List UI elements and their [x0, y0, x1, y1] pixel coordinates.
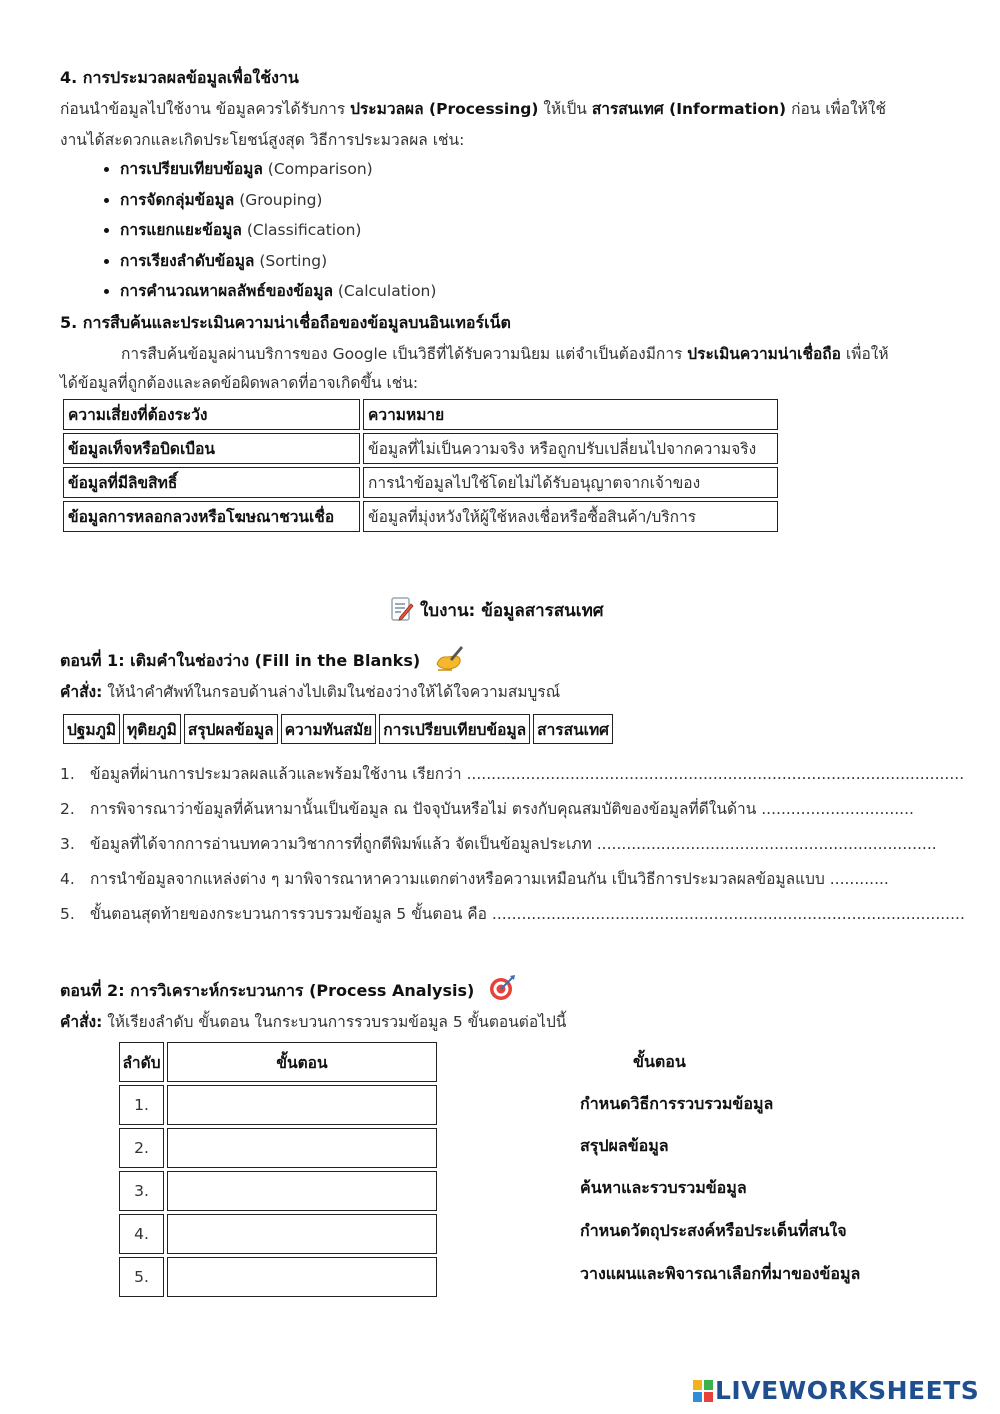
- text-run: การสืบค้นข้อมูลผ่านบริการของ Google เป็นวิธีที่ได้รับความนิยม แต่จำเป็นต้องมีการ: [121, 345, 688, 363]
- table-row: [63, 433, 778, 464]
- part-2-instruction: [60, 1009, 566, 1034]
- table-row: [119, 1214, 437, 1254]
- table-row: [119, 1128, 437, 1168]
- question-text: ขั้นตอนสุดท้ายของกระบวนการรวบรวมข้อมูล 5 ขั้นตอน คือ ................................................................................................: [90, 905, 965, 923]
- header-risk: ความเสี่ยงที่ต้องระวัง: [63, 399, 360, 430]
- credibility-term: ประเมินความน่าเชื่อถือ: [687, 345, 841, 363]
- section-4-paragraph-line-2: งานได้สะดวกและเกิดประโยชน์สูงสุด วิธีการประมวลผล เช่น:: [60, 131, 465, 149]
- word-bank-item: สารสนเทศ: [533, 714, 613, 744]
- step-option[interactable]: กำหนดวิธีการรวบรวมข้อมูล: [580, 1094, 774, 1113]
- liveworksheets-logo: [693, 1376, 979, 1405]
- method-english: (Comparison): [262, 160, 373, 178]
- meaning-cell: ข้อมูลที่มุ่งหวังให้ผู้ใช้หลงเชื่อหรือซื้อสินค้า/บริการ: [363, 501, 778, 532]
- list-item: [120, 217, 436, 248]
- step-option[interactable]: กำหนดวัตถุประสงค์หรือประเด็นที่สนใจ: [580, 1221, 847, 1240]
- writing-hand-icon: [434, 644, 464, 676]
- step-options-header: ขั้นตอน: [633, 1052, 686, 1071]
- section-5-paragraph-line-1: [121, 341, 889, 366]
- word-bank-item: ปฐมภูมิ: [63, 714, 120, 744]
- step-answer-cell[interactable]: [167, 1171, 437, 1211]
- question-1: [60, 761, 964, 786]
- section-4-title: 4. การประมวลผลข้อมูลเพื่อใช้งาน: [60, 68, 299, 87]
- header-meaning: ความหมาย: [363, 399, 778, 430]
- section-5-paragraph-line-2: ได้ข้อมูลที่ถูกต้องและลดข้อผิดพลาดที่อาจเกิดขึ้น เช่น:: [60, 374, 419, 392]
- target-icon: [488, 974, 516, 1006]
- meaning-cell: ข้อมูลที่ไม่เป็นความจริง หรือถูกปรับเปลี่ยนไปจากความจริง: [363, 433, 778, 464]
- instruction-text: ให้นำคำศัพท์ในกรอบด้านล่างไปเติมในช่องว่างให้ได้ใจความสมบูรณ์: [102, 683, 561, 701]
- list-item: [120, 248, 436, 279]
- information-term: สารสนเทศ (Information): [591, 100, 787, 118]
- risk-cell: ข้อมูลการหลอกลวงหรือโฆษณาชวนเชื่อ: [63, 501, 360, 532]
- word-bank-item: ความทันสมัย: [281, 714, 377, 744]
- instruction-label: คำสั่ง:: [60, 1013, 103, 1031]
- text-run: ให้เป็น: [538, 100, 592, 118]
- row-number: 4.: [119, 1214, 164, 1254]
- ordering-table: [116, 1039, 440, 1300]
- method-name: การคำนวณหาผลลัพธ์ของข้อมูล: [120, 282, 333, 300]
- step-option[interactable]: ค้นหาและรวบรวมข้อมูล: [580, 1178, 747, 1197]
- meaning-cell: การนำข้อมูลไปใช้โดยไม่ได้รับอนุญาตจากเจ้าของ: [363, 467, 778, 498]
- risk-table: [60, 396, 781, 535]
- word-bank-item: สรุปผลข้อมูล: [184, 714, 278, 744]
- section-5-title: 5. การสืบค้นและประเมินความน่าเชื่อถือของข้อมูลบนอินเทอร์เน็ต: [60, 313, 511, 332]
- part-1-title: ตอนที่ 1: เติมคำในช่องว่าง (Fill in the Blanks): [60, 651, 421, 670]
- step-option[interactable]: วางแผนและพิจารณาเลือกที่มาของข้อมูล: [580, 1264, 861, 1283]
- question-text: การนำข้อมูลจากแหล่งต่าง ๆ มาพิจารณาหาความแตกต่างหรือความเหมือนกัน เป็นวิธีการประมวลผลข้อมูลแบบ ............: [90, 870, 889, 888]
- step-option[interactable]: สรุปผลข้อมูล: [580, 1136, 669, 1155]
- method-english: (Calculation): [332, 282, 437, 300]
- step-answer-input[interactable]: [169, 1129, 439, 1167]
- processing-term: ประมวลผล (Processing): [350, 100, 539, 118]
- step-answer-cell[interactable]: [167, 1085, 437, 1125]
- part-2-title-row: [60, 974, 516, 1006]
- worksheet-title-row: [390, 596, 604, 627]
- question-number: 4.: [60, 870, 75, 888]
- row-number: 2.: [119, 1128, 164, 1168]
- step-answer-cell[interactable]: [167, 1128, 437, 1168]
- table-row: [119, 1171, 437, 1211]
- memo-icon: [390, 596, 414, 627]
- step-answer-input[interactable]: [169, 1172, 439, 1210]
- method-name: การจัดกลุ่มข้อมูล: [120, 190, 235, 209]
- list-item: [120, 156, 436, 187]
- risk-cell: ข้อมูลที่มีลิขสิทธิ์: [63, 467, 360, 498]
- row-number: 3.: [119, 1171, 164, 1211]
- method-name: การเปรียบเทียบข้อมูล: [120, 160, 263, 178]
- step-answer-cell[interactable]: [167, 1214, 437, 1254]
- table-row: [63, 501, 778, 532]
- step-answer-input[interactable]: [169, 1258, 439, 1296]
- step-answer-input[interactable]: [169, 1086, 439, 1124]
- question-5: [60, 901, 965, 926]
- word-bank-item: ทุติยภูมิ: [123, 714, 181, 744]
- word-bank: [60, 711, 616, 747]
- table-row: [119, 1085, 437, 1125]
- question-3: [60, 831, 937, 856]
- risk-cell: ข้อมูลเท็จหรือบิดเบือน: [63, 433, 360, 464]
- step-answer-cell[interactable]: [167, 1257, 437, 1297]
- table-row: [63, 467, 778, 498]
- header-step: ขั้นตอน: [167, 1042, 437, 1082]
- worksheet-title: ใบงาน: ข้อมูลสารสนเทศ: [420, 601, 604, 621]
- table-header-row: [63, 399, 778, 430]
- step-answer-input[interactable]: [169, 1215, 439, 1253]
- text-run: ก่อน เพื่อให้ใช้: [786, 100, 886, 118]
- method-english: (Classification): [241, 221, 362, 239]
- list-item: [120, 278, 436, 309]
- row-number: 1.: [119, 1085, 164, 1125]
- logo-grid-icon: [693, 1380, 713, 1402]
- question-text: การพิจารณาว่าข้อมูลที่ค้นหามานั้นเป็นข้อมูล ณ ปัจจุบันหรือไม่ ตรงกับคุณสมบัติของข้อมูลที่ดีในด้าน ...............................: [90, 800, 914, 818]
- brand-name: LIVEWORKSHEETS: [715, 1376, 980, 1405]
- question-4: [60, 866, 889, 891]
- method-english: (Sorting): [254, 251, 328, 270]
- question-number: 2.: [60, 800, 75, 818]
- instruction-text: ให้เรียงลำดับ ขั้นตอน ในกระบวนการรวบรวมข้อมูล 5 ขั้นตอนต่อไปนี้: [102, 1013, 567, 1031]
- part-1-instruction: [60, 679, 560, 704]
- row-number: 5.: [119, 1257, 164, 1297]
- word-bank-row: [63, 714, 613, 744]
- method-name: การแยกแยะข้อมูล: [120, 221, 242, 239]
- list-item: [120, 187, 436, 218]
- method-name: การเรียงลำดับข้อมูล: [120, 251, 255, 270]
- processing-methods-list: [95, 156, 436, 309]
- instruction-label: คำสั่ง:: [60, 683, 103, 701]
- text-run: เพื่อให้: [841, 345, 889, 363]
- question-text: ข้อมูลที่ผ่านการประมวลผลแล้วและพร้อมใช้งาน เรียกว่า .....................................................................................................: [90, 765, 965, 783]
- table-header-row: [119, 1042, 437, 1082]
- question-text: ข้อมูลที่ได้จากการอ่านบทความวิชาการที่ถูกตีพิมพ์แล้ว จัดเป็นข้อมูลประเภท .....................................................................: [90, 835, 937, 853]
- part-1-title-row: [60, 644, 464, 676]
- section-4-paragraph-line-1: [60, 96, 886, 121]
- question-number: 1.: [60, 765, 75, 783]
- question-2: [60, 796, 914, 821]
- question-number: 3.: [60, 835, 75, 853]
- text-run: ก่อนนำข้อมูลไปใช้งาน ข้อมูลควรได้รับการ: [60, 100, 351, 118]
- table-row: [119, 1257, 437, 1297]
- question-number: 5.: [60, 905, 75, 923]
- word-bank-item: การเปรียบเทียบข้อมูล: [379, 714, 530, 744]
- header-order: ลำดับ: [119, 1042, 164, 1082]
- method-english: (Grouping): [234, 190, 323, 209]
- part-2-title: ตอนที่ 2: การวิเคราะห์กระบวนการ (Process Analysis): [60, 981, 475, 1000]
